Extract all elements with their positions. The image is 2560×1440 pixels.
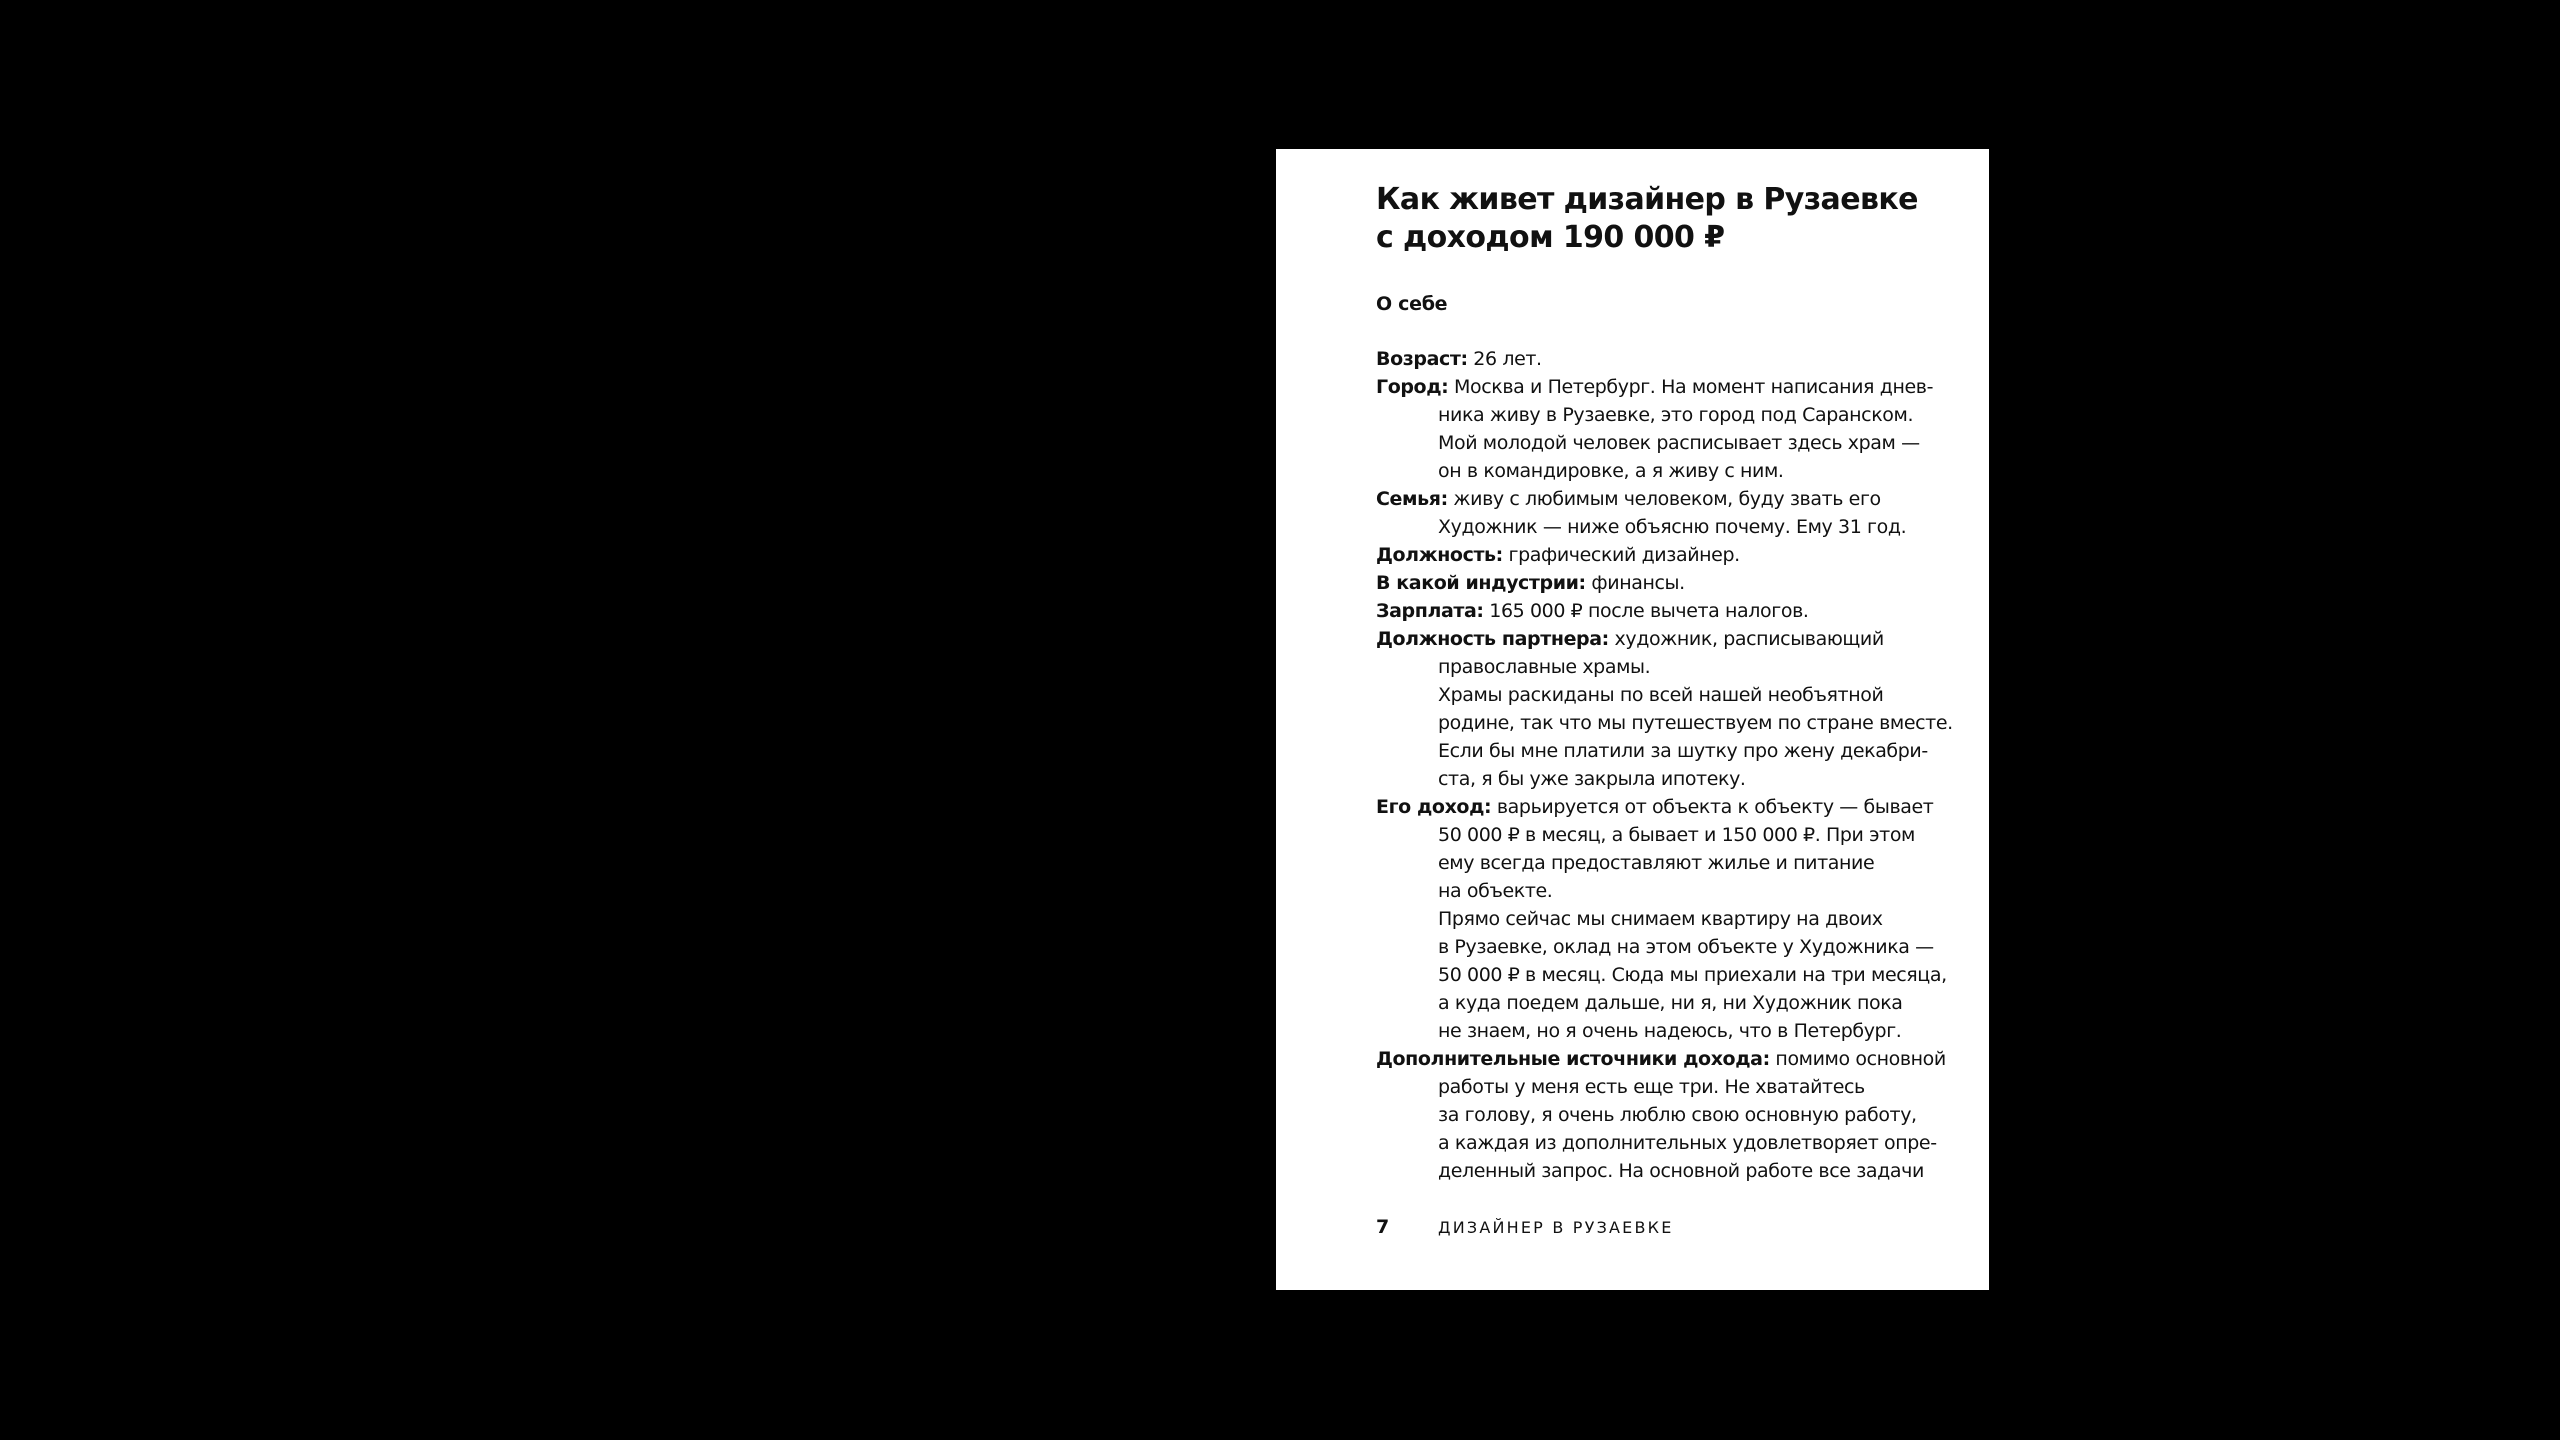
field-line: [1376, 737, 1956, 765]
field-value: графический дизайнер.: [1502, 544, 1740, 566]
field-value: 26 лет.: [1467, 348, 1542, 370]
field-value: он в командировке, а я живу с ним.: [1438, 460, 1784, 482]
field-value: Москва и Петербург. На момент написания днев-: [1448, 376, 1934, 398]
field-value: родине, так что мы путешествуем по стране вместе.: [1438, 712, 1953, 734]
field-line: [1376, 597, 1956, 625]
field-value: не знаем, но я очень надеюсь, что в Петербург.: [1438, 1020, 1902, 1042]
field-line: [1376, 373, 1956, 401]
field-line: [1376, 401, 1956, 429]
field-value: 50 000 ₽ в месяц, а бывает и 150 000 ₽. При этом: [1438, 824, 1915, 846]
field-label: В какой индустрии:: [1376, 572, 1586, 594]
field-line: [1376, 1101, 1956, 1129]
field-value: на объекте.: [1438, 880, 1553, 902]
field-line: [1376, 429, 1956, 457]
profile-field: [1376, 793, 1956, 1045]
field-line: [1376, 849, 1956, 877]
field-line: [1376, 569, 1956, 597]
field-line: [1376, 457, 1956, 485]
profile-field: [1376, 625, 1956, 793]
title-line: Как живет дизайнер в Рузаевке: [1376, 182, 1918, 217]
field-line: [1376, 821, 1956, 849]
field-label: Дополнительные источники дохода:: [1376, 1048, 1770, 1070]
field-line: [1376, 513, 1956, 541]
field-line: [1376, 1157, 1956, 1185]
profile-field: [1376, 373, 1956, 485]
field-value: а куда поедем дальше, ни я, ни Художник пока: [1438, 992, 1903, 1014]
field-value: художник, расписывающий: [1608, 628, 1884, 650]
profile-field: [1376, 597, 1956, 625]
field-line: [1376, 961, 1956, 989]
field-line: [1376, 1045, 1956, 1073]
field-value: Художник — ниже объясню почему. Ему 31 год.: [1438, 516, 1907, 538]
field-line: [1376, 877, 1956, 905]
field-value: ста, я бы уже закрыла ипотеку.: [1438, 768, 1746, 790]
title-line: с доходом 190 000 ₽: [1376, 220, 1725, 255]
profile-field: [1376, 485, 1956, 541]
field-value: 165 000 ₽ после вычета налогов.: [1483, 600, 1809, 622]
page-footer: [1376, 1216, 1956, 1238]
field-label: Зарплата:: [1376, 600, 1484, 622]
field-line: [1376, 1073, 1956, 1101]
field-line: [1376, 485, 1956, 513]
field-value: за голову, я очень люблю свою основную работу,: [1438, 1104, 1917, 1126]
field-label: Должность партнера:: [1376, 628, 1609, 650]
field-value: деленный запрос. На основной работе все задачи: [1438, 1160, 1924, 1182]
field-label: Должность:: [1376, 544, 1503, 566]
field-label: Его доход:: [1376, 796, 1492, 818]
field-value: Мой молодой человек расписывает здесь храм —: [1438, 432, 1920, 454]
page-title: [1376, 181, 1956, 257]
field-line: [1376, 933, 1956, 961]
field-value: Храмы раскиданы по всей нашей необъятной: [1438, 684, 1884, 706]
field-value: 50 000 ₽ в месяц. Сюда мы приехали на три месяца,: [1438, 964, 1947, 986]
page-content: [1376, 181, 1956, 1185]
field-value: ему всегда предоставляют жилье и питание: [1438, 852, 1875, 874]
profile-field: [1376, 569, 1956, 597]
field-value: ника живу в Рузаевке, это город под Саранском.: [1438, 404, 1914, 426]
field-value: варьируется от объекта к объекту — бывает: [1491, 796, 1934, 818]
section-heading: О себе: [1376, 293, 1448, 315]
field-value: финансы.: [1585, 572, 1685, 594]
field-label: Семья:: [1376, 488, 1448, 510]
field-value: живу с любимым человеком, буду звать его: [1447, 488, 1881, 510]
field-line: [1376, 989, 1956, 1017]
field-line: [1376, 1017, 1956, 1045]
field-line: [1376, 653, 1956, 681]
field-value: а каждая из дополнительных удовлетворяет опре-: [1438, 1132, 1937, 1154]
field-line: [1376, 625, 1956, 653]
field-line: [1376, 541, 1956, 569]
field-line: [1376, 765, 1956, 793]
profile-field: [1376, 1045, 1956, 1185]
field-value: помимо основной: [1769, 1048, 1946, 1070]
field-label: Город:: [1376, 376, 1449, 398]
field-line: [1376, 793, 1956, 821]
field-line: [1376, 709, 1956, 737]
running-head: ДИЗАЙНЕР В РУЗАЕВКЕ: [1438, 1218, 1674, 1237]
field-value: в Рузаевке, оклад на этом объекте у Художника —: [1438, 936, 1934, 958]
field-line: [1376, 905, 1956, 933]
field-value: работы у меня есть еще три. Не хватайтесь: [1438, 1076, 1865, 1098]
field-value: православные храмы.: [1438, 656, 1651, 678]
book-page: [1276, 149, 1989, 1290]
field-value: Прямо сейчас мы снимаем квартиру на двоих: [1438, 908, 1883, 930]
field-value: Если бы мне платили за шутку про жену декабри-: [1438, 740, 1928, 762]
field-label: Возраст:: [1376, 348, 1468, 370]
field-line: [1376, 681, 1956, 709]
profile-field: [1376, 541, 1956, 569]
profile-fields: [1376, 345, 1956, 1185]
field-line: [1376, 345, 1956, 373]
profile-field: [1376, 345, 1956, 373]
page-number: 7: [1376, 1216, 1390, 1238]
field-line: [1376, 1129, 1956, 1157]
